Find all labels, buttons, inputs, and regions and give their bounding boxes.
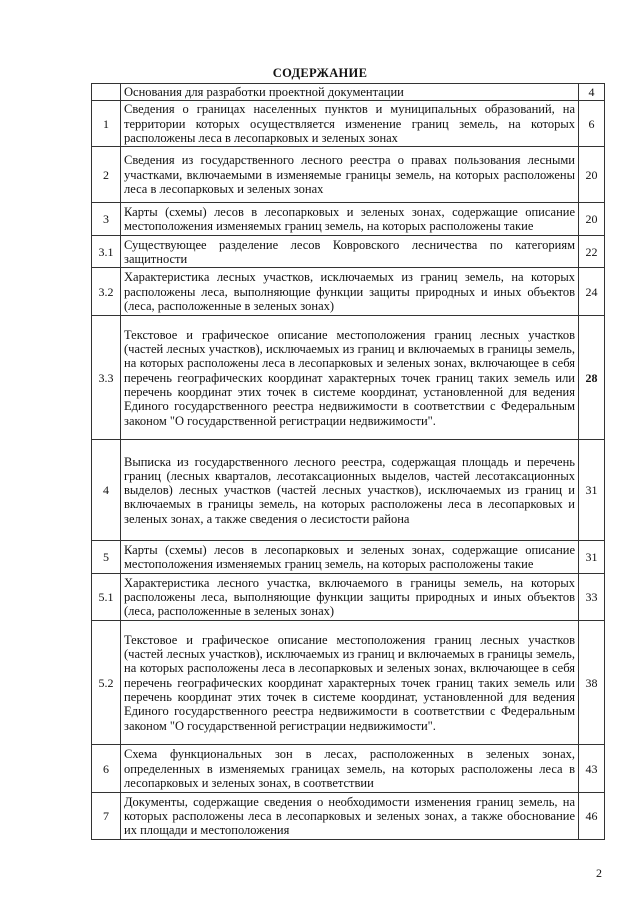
toc-section-number: 7 <box>92 793 121 840</box>
toc-section-title: Карты (схемы) лесов в лесопарковых и зеленых зонах, содержащие описание местоположения изменяемых границ земель, на которых расположены такие <box>121 541 579 574</box>
toc-section-title: Текстовое и графическое описание местоположения границ лесных участков (частей лесных участков), исключаемых из границ и включаемых в границы земель, на которых расположены леса в лесопарковых и зеленых зонах, включающее в себя перечень географических координат характерных точек границ таких земель или перечень координат этих точек в системе координат, установленной для ведения Единого государственного реестра недвижимости в соответствии с Федеральным законом "О государственной регистрации недвижимости". <box>121 621 579 745</box>
toc-row <box>92 203 605 236</box>
toc-page-number: 38 <box>579 621 605 745</box>
toc-section-title: Сведения о границах населенных пунктов и муниципальных образований, на территории которых осуществляется изменение границ земель, на которых расположены леса в лесопарковых и зеленых зонах <box>121 101 579 147</box>
toc-row <box>92 440 605 541</box>
toc-section-title: Основания для разработки проектной документации <box>121 84 579 101</box>
toc-row <box>92 574 605 621</box>
toc-section-title: Существующее разделение лесов Ковровского лесничества по категориям защитности <box>121 236 579 268</box>
toc-row <box>92 745 605 793</box>
toc-section-number: 3 <box>92 203 121 236</box>
toc-section-title: Схема функциональных зон в лесах, расположенных в зеленых зонах, определенных в изменяемых границах земель, на которых расположены леса в лесопарковых и зеленых зонах, в соответствии <box>121 745 579 793</box>
toc-section-number: 6 <box>92 745 121 793</box>
toc-section-title: Характеристика лесных участков, исключаемых из границ земель, на которых расположены леса, выполняющие функции защиты природных и иных объектов (леса, расположенные в зеленых зонах) <box>121 268 579 316</box>
toc-page-number: 46 <box>579 793 605 840</box>
toc-page-number: 43 <box>579 745 605 793</box>
toc-row <box>92 101 605 147</box>
toc-page-number: 31 <box>579 541 605 574</box>
toc-table <box>91 83 605 840</box>
toc-section-number: 5.1 <box>92 574 121 621</box>
toc-row <box>92 793 605 840</box>
toc-section-number: 3.3 <box>92 316 121 440</box>
toc-row <box>92 268 605 316</box>
toc-row <box>92 541 605 574</box>
toc-page-number: 6 <box>579 101 605 147</box>
toc-page-number: 31 <box>579 440 605 541</box>
toc-row <box>92 316 605 440</box>
toc-section-number <box>92 84 121 101</box>
toc-section-number: 3.1 <box>92 236 121 268</box>
toc-section-title: Текстовое и графическое описание местоположения границ лесных участков (частей лесных участков), исключаемых из границ и включаемых в границы земель, на которых расположены леса в лесопарковых и зеленых зонах, включающее в себя перечень географических координат характерных точек границ таких земель или перечень координат этих точек в системе координат, установленной для ведения Единого государственного реестра недвижимости в соответствии с Федеральным законом "О государственной регистрации недвижимости". <box>121 316 579 440</box>
toc-page-number: 33 <box>579 574 605 621</box>
document-title: СОДЕРЖАНИЕ <box>272 66 368 80</box>
toc-row <box>92 621 605 745</box>
toc-page-number: 20 <box>579 147 605 203</box>
toc-section-title: Выписка из государственного лесного реестра, содержащая площадь и перечень границ (лесных кварталов, лесотаксационных выделов, частей лесотаксационных выделов) лесных участков (частей лесных участков), исключаемых из границ и включаемых в границы земель, на которых расположены леса в лесопарковых и зеленых зонах, а также сведения о лесистости района <box>121 440 579 541</box>
toc-section-number: 2 <box>92 147 121 203</box>
page-number: 2 <box>596 866 602 880</box>
toc-page-number: 28 <box>579 316 605 440</box>
toc-section-number: 1 <box>92 101 121 147</box>
toc-section-number: 5 <box>92 541 121 574</box>
toc-section-title: Карты (схемы) лесов в лесопарковых и зеленых зонах, содержащие описание местоположения изменяемых границ земель, на которых расположены такие <box>121 203 579 236</box>
toc-section-number: 5.2 <box>92 621 121 745</box>
toc-section-title: Сведения из государственного лесного реестра о правах пользования лесными участками, включаемыми в изменяемые границы земель, на которых расположены леса в лесопарковых и зеленых зонах <box>121 147 579 203</box>
toc-section-number: 3.2 <box>92 268 121 316</box>
toc-section-title: Документы, содержащие сведения о необходимости изменения границ земель, на которых расположены леса в лесопарковых и зеленых зонах, а также обоснование их площади и местоположения <box>121 793 579 840</box>
toc-page-number: 4 <box>579 84 605 101</box>
toc-row <box>92 147 605 203</box>
toc-page-number: 24 <box>579 268 605 316</box>
toc-page-number: 20 <box>579 203 605 236</box>
toc-page-number: 22 <box>579 236 605 268</box>
toc-row <box>92 236 605 268</box>
toc-section-title: Характеристика лесного участка, включаемого в границы земель, на которых расположены леса, выполняющие функции защиты природных и иных объектов (леса, расположенные в зеленых зонах) <box>121 574 579 621</box>
toc-row <box>92 84 605 101</box>
toc-section-number: 4 <box>92 440 121 541</box>
